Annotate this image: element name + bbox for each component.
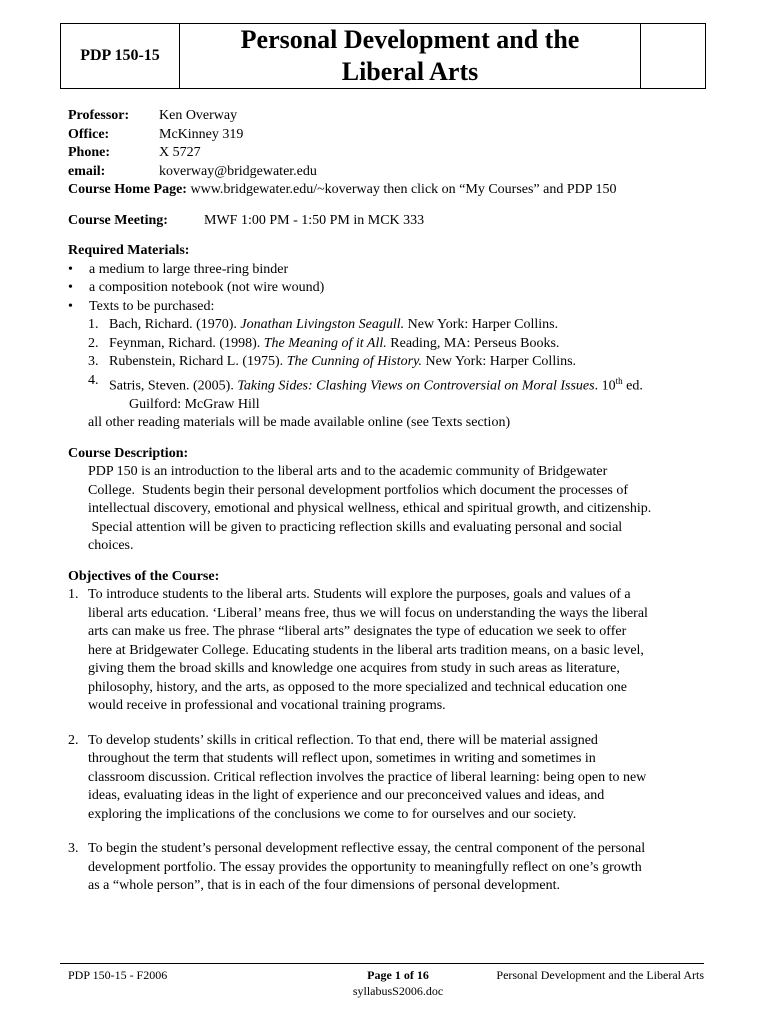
objective-line: To begin the student’s personal development reflective essay, the central component of the personal — [88, 841, 646, 857]
materials-note: all other reading materials will be made available online (see Texts section) — [88, 415, 511, 431]
description-line: PDP 150 is an introduction to the liberal arts and to the academic community of Bridgewater — [88, 464, 608, 480]
meeting-row — [68, 212, 708, 231]
citation-title: Taking Sides: Clashing Views on Controversial on Moral Issues — [237, 378, 595, 394]
text-item — [68, 353, 708, 372]
objective-number: 1. — [68, 587, 79, 603]
objective-number: 2. — [68, 732, 79, 748]
contact-row — [68, 107, 708, 126]
homepage-row — [68, 181, 708, 200]
description-line: College. Students begin their personal development portfolios which document the processes of — [88, 482, 629, 498]
text-item — [68, 335, 708, 354]
description-line: intellectual discovery, emotional and physical wellness, ethical and spiritual growth, and citizenship. — [88, 501, 652, 517]
contact-label: Office: — [68, 126, 110, 142]
citation-title: Jonathan Livingston Seagull. — [240, 317, 405, 332]
bullet-icon: • — [68, 261, 73, 277]
contact-label: Professor: — [68, 108, 130, 123]
course-code: PDP 150-15 — [61, 24, 180, 88]
footer-rule — [60, 963, 704, 964]
text-number: 1. — [88, 317, 99, 332]
objective-line: development portfolio. The essay provides the opportunity to meaningfully reflect on one’s growth — [88, 859, 642, 875]
contact-info — [68, 107, 708, 181]
material-item — [68, 261, 708, 280]
objective-line: To introduce students to the liberal arts. Students will explore the purposes, goals and values of a — [88, 587, 631, 603]
bullet-icon: • — [68, 298, 73, 314]
objective-item — [68, 732, 708, 825]
text4-continuation: Guilford: McGraw Hill — [129, 396, 260, 412]
material-item — [68, 298, 708, 317]
objective-line: liberal arts education. ‘Liberal’ means free, thus we will focus on understanding the ways the liberal — [88, 605, 648, 621]
text-number: 2. — [88, 335, 99, 351]
objectives-heading: Objectives of the Course: — [68, 568, 220, 584]
description-line: choices. — [88, 538, 134, 554]
objective-line: throughout the term that students will reflect upon, sometimes in writing and sometimes in — [88, 751, 596, 767]
citation-title: The Cunning of History. — [286, 354, 423, 369]
material-item — [68, 279, 708, 298]
objective-text — [88, 840, 708, 896]
contact-value: koverway@bridgewater.edu — [159, 163, 317, 179]
citation-publisher: Reading, MA: Perseus Books. — [386, 335, 560, 351]
objective-line: arts can make us free. The phrase “liberal arts” designates the type of education we seek to offer — [88, 624, 627, 640]
citation-title: The Meaning of it All. — [263, 335, 387, 351]
text-citation — [109, 372, 643, 396]
citation-sup: th — [615, 375, 623, 386]
header-empty-cell — [640, 24, 705, 88]
objective-line: giving them the broad skills and knowledge one acquires from study in such areas as literature, — [88, 661, 620, 677]
objective-text — [88, 732, 708, 825]
objective-line: exploring the implications of the conclusions we come to for ourselves and our society. — [88, 806, 577, 822]
title-line-2: Liberal Arts — [341, 57, 479, 86]
text-citation — [109, 353, 576, 372]
description-heading: Course Description: — [68, 445, 189, 461]
objective-line: as a “whole person”, that is in each of the four dimensions of personal development. — [88, 878, 560, 894]
citation-publisher: . 10 — [594, 378, 616, 394]
text-number: 4. — [88, 372, 99, 388]
objective-line: would receive in professional and vocational training programs. — [88, 698, 446, 714]
contact-value: Ken Overway — [159, 108, 238, 123]
citation-publisher: New York: Harper Collins. — [422, 354, 577, 369]
objective-line: ideas, evaluating ideas in the light of experience and our preconceived values and ideas, and — [88, 788, 605, 804]
texts-list — [68, 316, 708, 396]
objective-text — [88, 586, 708, 716]
objective-item — [68, 840, 708, 896]
text-citation — [109, 316, 558, 335]
contact-label: Phone: — [68, 145, 110, 160]
page-title — [180, 24, 640, 88]
footer-course: PDP 150-15 - F2006 — [68, 968, 168, 982]
objectives-list — [68, 586, 708, 896]
contact-value: X 5727 — [159, 145, 201, 160]
title-line-1: Personal Development and the — [240, 25, 580, 54]
text-item — [68, 372, 708, 396]
objective-line: here at Bridgewater College. Educating students in the liberal arts tradition means, on a basic level, — [88, 642, 644, 658]
material-text: Texts to be purchased: — [89, 298, 215, 314]
contact-row — [68, 144, 708, 163]
citation-edition: ed. — [622, 378, 643, 394]
footer-page: Page 1 of 16 — [367, 968, 429, 982]
materials-list — [68, 261, 708, 317]
objective-number: 3. — [68, 841, 79, 857]
objective-item — [68, 586, 708, 716]
citation-author: Satris, Steven. (2005). — [109, 378, 238, 394]
meeting-value: MWF 1:00 PM - 1:50 PM in MCK 333 — [204, 212, 425, 228]
footer-title: Personal Development and the Liberal Arts — [496, 968, 704, 982]
materials-heading: Required Materials: — [68, 243, 190, 258]
footer-filename: syllabusS2006.doc — [352, 984, 444, 998]
homepage-label: Course Home Page: — [68, 182, 187, 197]
citation-author: Bach, Richard. (1970). — [109, 317, 241, 332]
text-number: 3. — [88, 354, 99, 369]
header-box — [60, 23, 706, 89]
contact-value: McKinney 319 — [159, 126, 244, 142]
description-line: Special attention will be given to practicing reflection skills and evaluating personal and social — [88, 519, 623, 535]
citation-author: Rubenstein, Richard L. (1975). — [109, 354, 287, 369]
objective-line: classroom discussion. Critical reflection involves the practice of liberal learning: being open to new — [88, 769, 647, 785]
objective-line: To develop students’ skills in critical reflection. To that end, there will be material assigned — [88, 732, 598, 748]
text-citation — [109, 335, 559, 354]
meeting-label: Course Meeting: — [68, 212, 168, 228]
document-body — [68, 107, 708, 896]
citation-publisher: New York: Harper Collins. — [404, 317, 559, 332]
contact-row — [68, 126, 708, 145]
contact-row — [68, 163, 708, 182]
description-text — [68, 463, 708, 556]
contact-label: email: — [68, 163, 106, 179]
citation-author: Feynman, Richard. (1998). — [109, 335, 264, 351]
material-text: a composition notebook (not wire wound) — [89, 280, 325, 295]
homepage-value: www.bridgewater.edu/~koverway then click on “My Courses” and PDP 150 — [190, 182, 617, 197]
objective-line: philosophy, history, and the arts, as opposed to the more specialized and technical education one — [88, 679, 627, 695]
material-text: a medium to large three-ring binder — [89, 261, 289, 277]
text-item — [68, 316, 708, 335]
bullet-icon: • — [68, 280, 73, 295]
